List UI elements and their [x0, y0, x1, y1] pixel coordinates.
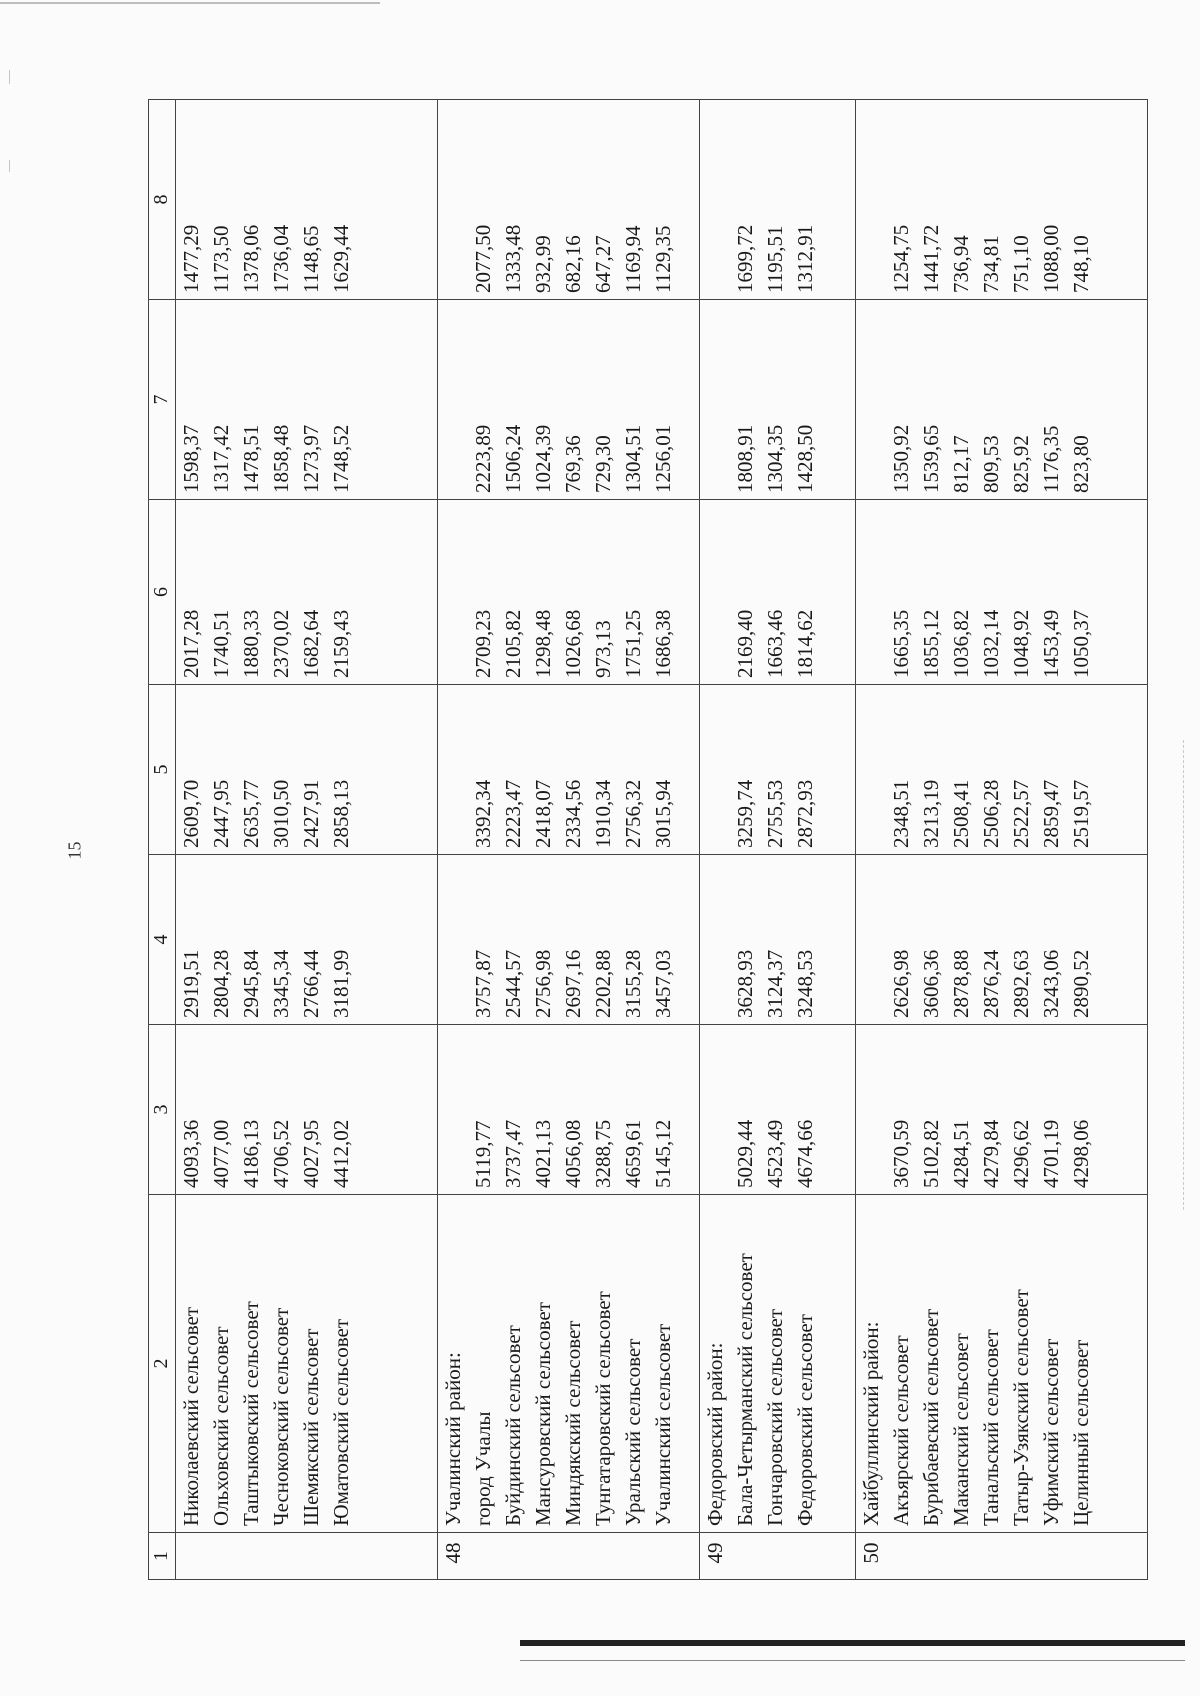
table-value: 2159,43 [329, 609, 353, 678]
settlement-name: Ольховский сельсовет [209, 1326, 233, 1526]
table-value: 1751,25 [621, 609, 646, 678]
spacer [856, 300, 886, 493]
table-value: 1880,33 [239, 609, 263, 678]
value-cell-c8 [438, 100, 700, 300]
table-value: 1740,51 [209, 609, 233, 678]
table-value: 2858,13 [329, 779, 353, 848]
settlement-name: Миндякский сельсовет [561, 1320, 586, 1526]
table-group-row [700, 100, 856, 1580]
group-number: 49 [703, 1542, 728, 1564]
table-value: 1682,64 [299, 609, 323, 678]
table-value: 4523,49 [763, 1119, 788, 1188]
value-cell-c4 [856, 855, 1148, 1025]
column-header: 4 [149, 855, 176, 1025]
table-value: 4186,13 [239, 1119, 263, 1188]
table-value: 2202,88 [591, 949, 616, 1018]
value-cell-c7 [856, 300, 1148, 500]
scan-artifact [1183, 740, 1185, 1210]
name-cell [700, 1195, 856, 1533]
settlement-name: Уфимский сельсовет [1039, 1338, 1064, 1526]
table-value: 3010,50 [269, 779, 293, 848]
spacer [856, 855, 886, 1018]
table-value: 825,92 [1009, 435, 1034, 493]
table-value: 1736,04 [269, 224, 293, 293]
scan-artifact [9, 160, 10, 172]
table-value: 1699,72 [733, 224, 758, 293]
table-value: 2370,02 [269, 609, 293, 678]
spacer [438, 855, 468, 1018]
table-value: 2334,56 [561, 779, 586, 848]
value-cell-c5 [700, 685, 856, 855]
table-value: 3259,74 [733, 779, 758, 848]
settlement-name: город Учалы [471, 1411, 496, 1526]
table-value: 2017,28 [179, 609, 203, 678]
column-header: 6 [149, 500, 176, 685]
table-value: 3181,99 [329, 949, 353, 1018]
group-number-cell [176, 1533, 438, 1580]
table-value: 2348,51 [889, 779, 914, 848]
table-value: 4056,08 [561, 1119, 586, 1188]
table-group-row [438, 100, 700, 1580]
table-value: 736,94 [949, 235, 974, 293]
table-value: 4701,19 [1039, 1119, 1064, 1188]
spacer [700, 685, 730, 848]
data-table [148, 99, 1148, 1580]
table-value: 734,81 [979, 235, 1004, 293]
group-number: 50 [859, 1542, 884, 1564]
value-cell-c6 [700, 500, 856, 685]
table-value: 5119,77 [471, 1120, 496, 1188]
table-value: 1478,51 [239, 424, 263, 493]
value-cell-c5 [438, 685, 700, 855]
district-title: Учалинский район: [441, 1352, 466, 1526]
spacer [438, 500, 468, 678]
table-value: 682,16 [561, 235, 586, 293]
table-value: 2756,98 [531, 949, 556, 1018]
spacer [856, 685, 886, 848]
table-value: 4027,95 [299, 1119, 323, 1188]
value-cell-c7 [176, 300, 438, 500]
table-value: 2890,52 [1069, 949, 1094, 1018]
table-value: 823,80 [1069, 435, 1094, 493]
table-group-row [176, 100, 438, 1580]
page-number: 15 [64, 841, 85, 860]
table-value: 809,53 [979, 435, 1004, 493]
table-value: 2804,28 [209, 949, 233, 1018]
header-row [149, 100, 176, 1580]
table-value: 1441,72 [919, 224, 944, 293]
table-value: 1808,91 [733, 424, 758, 493]
spacer [856, 500, 886, 678]
table-value: 3628,93 [733, 949, 758, 1018]
table-value: 2766,44 [299, 949, 323, 1018]
settlement-name: Татыр-Узякский сельсовет [1009, 1289, 1034, 1526]
table-value: 769,36 [561, 435, 586, 493]
table-value: 3248,53 [793, 949, 818, 1018]
table-value: 2756,32 [621, 779, 646, 848]
table-value: 3213,19 [919, 779, 944, 848]
table-value: 1298,48 [531, 609, 556, 678]
table-value: 2892,63 [1009, 949, 1034, 1018]
value-cell-c4 [700, 855, 856, 1025]
table-value: 2506,28 [979, 779, 1004, 848]
value-cell-c6 [438, 500, 700, 685]
scan-edge-bar [520, 1640, 1185, 1646]
table-value: 1333,48 [501, 224, 526, 293]
table-value: 1663,46 [763, 609, 788, 678]
table-value: 1088,00 [1039, 224, 1064, 293]
settlement-name: Акъярский сельсовет [889, 1335, 914, 1526]
column-header: 8 [149, 100, 176, 300]
value-cell-c4 [176, 855, 438, 1025]
table-value: 5029,44 [733, 1119, 758, 1188]
spacer [438, 685, 468, 848]
table-value: 1539,65 [919, 424, 944, 493]
table-value: 1317,42 [209, 424, 233, 493]
settlement-name: Тунгатаровский сельсовет [591, 1291, 616, 1526]
district-title: Хайбуллинский район: [859, 1321, 884, 1526]
settlement-name: Бала-Четырманский сельсовет [733, 1253, 758, 1526]
group-number-cell [700, 1533, 856, 1580]
settlement-name: Маканский сельсовет [949, 1333, 974, 1526]
table-value: 3345,34 [269, 949, 293, 1018]
settlement-name: Чесноковский сельсовет [269, 1307, 293, 1526]
table-value: 3124,37 [763, 949, 788, 1018]
table-value: 1858,48 [269, 424, 293, 493]
column-header: 1 [149, 1533, 176, 1580]
table-value: 2223,89 [471, 424, 496, 493]
table-value: 1304,51 [621, 424, 646, 493]
settlement-name: Танальский сельсовет [979, 1329, 1004, 1526]
settlement-name: Уральский сельсовет [621, 1338, 646, 1526]
table-value: 2859,47 [1039, 779, 1064, 848]
table-value: 1129,35 [651, 225, 676, 293]
table-value: 5145,12 [651, 1119, 676, 1188]
table-value: 2447,95 [209, 779, 233, 848]
table-value: 2755,53 [763, 779, 788, 848]
value-cell-c3 [700, 1025, 856, 1195]
column-header: 3 [149, 1025, 176, 1195]
table-value: 1173,50 [209, 225, 233, 293]
settlement-name: Николаевский сельсовет [179, 1307, 203, 1526]
spacer [700, 855, 730, 1018]
settlement-name: Федоровский сельсовет [793, 1314, 818, 1526]
table-value: 4659,61 [621, 1119, 646, 1188]
table-value: 2519,57 [1069, 779, 1094, 848]
value-cell-c5 [856, 685, 1148, 855]
table-value: 2544,57 [501, 949, 526, 1018]
table-value: 4412,02 [329, 1119, 353, 1188]
table-value: 1665,35 [889, 609, 914, 678]
table-value: 1910,34 [591, 779, 616, 848]
table-group-row [856, 100, 1148, 1580]
table-value: 3288,75 [591, 1119, 616, 1188]
table-value: 1428,50 [793, 424, 818, 493]
table-value: 2077,50 [471, 224, 496, 293]
table-value: 2945,84 [239, 949, 263, 1018]
table-value: 2635,77 [239, 779, 263, 848]
table-value: 3015,94 [651, 779, 676, 848]
value-cell-c5 [176, 685, 438, 855]
table-value: 2876,24 [979, 949, 1004, 1018]
table-value: 3670,59 [889, 1119, 914, 1188]
table-value: 729,30 [591, 435, 616, 493]
table-value: 1273,97 [299, 424, 323, 493]
table-value: 4093,36 [179, 1119, 203, 1188]
value-cell-c7 [438, 300, 700, 500]
column-header: 5 [149, 685, 176, 855]
table-value: 1453,49 [1039, 609, 1064, 678]
spacer [700, 500, 730, 678]
settlement-name: Юматовский сельсовет [329, 1318, 353, 1526]
table-value: 2223,47 [501, 779, 526, 848]
table-value: 1855,12 [919, 609, 944, 678]
spacer [438, 1025, 468, 1188]
table-value: 1048,92 [1009, 609, 1034, 678]
value-cell-c3 [438, 1025, 700, 1195]
table-value: 3155,28 [621, 949, 646, 1018]
spacer [700, 100, 730, 293]
table-value: 1024,39 [531, 424, 556, 493]
spacer [438, 100, 468, 293]
value-cell-c8 [856, 100, 1148, 300]
table-value: 1350,92 [889, 424, 914, 493]
table-value: 4279,84 [979, 1119, 1004, 1188]
table-value: 1032,14 [979, 609, 1004, 678]
rotated-table-container [148, 100, 1148, 1580]
name-cell [856, 1195, 1148, 1533]
table-value: 1598,37 [179, 424, 203, 493]
settlement-name: Таштыковский сельсовет [239, 1301, 263, 1526]
table-value: 4284,51 [949, 1119, 974, 1188]
spacer [856, 100, 886, 293]
table-value: 2105,82 [501, 609, 526, 678]
table-value: 2697,16 [561, 949, 586, 1018]
table-value: 2709,23 [471, 609, 496, 678]
table-value: 1378,06 [239, 224, 263, 293]
scan-edge-line [520, 1660, 1185, 1661]
table-value: 932,99 [531, 235, 556, 293]
table-value: 1814,62 [793, 609, 818, 678]
table-value: 4077,00 [209, 1119, 233, 1188]
table-value: 1304,35 [763, 424, 788, 493]
table-value: 5102,82 [919, 1119, 944, 1188]
name-cell [176, 1195, 438, 1533]
table-value: 1748,52 [329, 424, 353, 493]
group-number-cell [438, 1533, 700, 1580]
value-cell-c4 [438, 855, 700, 1025]
table-value: 1256,01 [651, 424, 676, 493]
district-title: Федоровский район: [703, 1342, 728, 1526]
table-value: 2508,41 [949, 779, 974, 848]
value-cell-c3 [176, 1025, 438, 1195]
settlement-name: Целинный сельсовет [1069, 1339, 1094, 1526]
value-cell-c6 [856, 500, 1148, 685]
value-cell-c6 [176, 500, 438, 685]
group-number: 48 [441, 1542, 466, 1564]
table-value: 4706,52 [269, 1119, 293, 1188]
table-value: 2919,51 [179, 949, 203, 1018]
table-value: 3243,06 [1039, 949, 1064, 1018]
settlement-name: Шемякский сельсовет [299, 1328, 323, 1526]
table-value: 1169,94 [621, 225, 646, 293]
settlement-name: Буйдинский сельсовет [501, 1325, 526, 1526]
spacer [856, 1025, 886, 1188]
table-value: 748,10 [1069, 235, 1094, 293]
table-value: 3392,34 [471, 779, 496, 848]
table-value: 2878,88 [949, 949, 974, 1018]
table-value: 751,10 [1009, 235, 1034, 293]
table-value: 1176,35 [1039, 425, 1064, 493]
table-value: 4674,66 [793, 1119, 818, 1188]
column-header: 2 [149, 1195, 176, 1533]
spacer [700, 300, 730, 493]
table-value: 1254,75 [889, 224, 914, 293]
table-value: 1477,29 [179, 224, 203, 293]
table-value: 973,13 [591, 620, 616, 678]
column-header: 7 [149, 300, 176, 500]
value-cell-c7 [700, 300, 856, 500]
table-value: 1629,44 [329, 224, 353, 293]
name-cell [438, 1195, 700, 1533]
value-cell-c8 [176, 100, 438, 300]
table-value: 2522,57 [1009, 779, 1034, 848]
scan-artifact [9, 70, 10, 84]
table-value: 3737,47 [501, 1119, 526, 1188]
value-cell-c3 [856, 1025, 1148, 1195]
table-value: 1036,82 [949, 609, 974, 678]
table-value: 2427,91 [299, 779, 323, 848]
spacer [700, 1025, 730, 1188]
table-value: 1148,65 [299, 225, 323, 293]
table-value: 1312,91 [793, 224, 818, 293]
table-value: 812,17 [949, 435, 974, 493]
settlement-name: Учалинский сельсовет [651, 1323, 676, 1526]
table-value: 1050,37 [1069, 609, 1094, 678]
table-value: 1026,68 [561, 609, 586, 678]
table-value: 647,27 [591, 235, 616, 293]
table-value: 1506,24 [501, 424, 526, 493]
table-value: 2626,98 [889, 949, 914, 1018]
table-value: 2418,07 [531, 779, 556, 848]
table-value: 4296,62 [1009, 1119, 1034, 1188]
value-cell-c8 [700, 100, 856, 300]
settlement-name: Бурибаевский сельсовет [919, 1308, 944, 1526]
table-value: 4298,06 [1069, 1119, 1094, 1188]
table-value: 1195,51 [763, 225, 788, 293]
table-value: 3457,03 [651, 949, 676, 1018]
table-value: 1686,38 [651, 609, 676, 678]
settlement-name: Гончаровский сельсовет [763, 1308, 788, 1526]
table-value: 2169,40 [733, 609, 758, 678]
group-number-cell [856, 1533, 1148, 1580]
table-value: 3606,36 [919, 949, 944, 1018]
spacer [438, 300, 468, 493]
scan-edge-line [0, 2, 380, 4]
table-value: 3757,87 [471, 949, 496, 1018]
table-value: 2609,70 [179, 779, 203, 848]
settlement-name: Мансуровский сельсовет [531, 1302, 556, 1526]
table-value: 4021,13 [531, 1119, 556, 1188]
table-value: 2872,93 [793, 779, 818, 848]
